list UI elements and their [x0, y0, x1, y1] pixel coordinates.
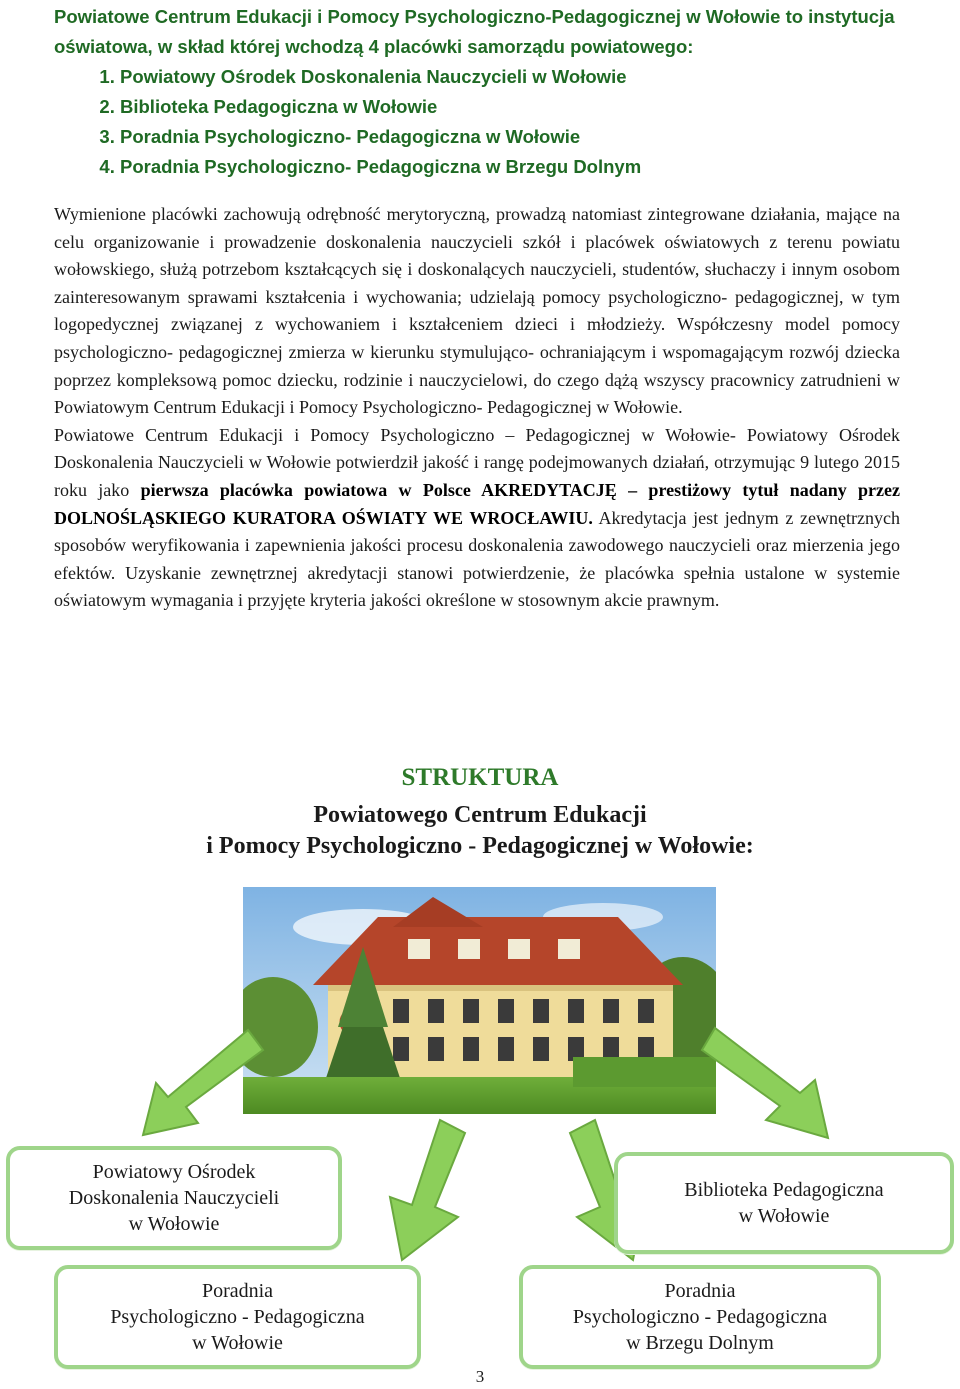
box-ppp-brzeg [519, 1265, 881, 1369]
building-photo [243, 887, 716, 1114]
paragraph-1: Wymienione placówki zachowują odrębność merytoryczną, prowadzą natomiast zintegrowane działania, mające na celu organizowanie i prowadzenie doskonalenia nauczycieli szkół i placówek oświatowych z terenu powiatu wołowskiego, służą potrzebom kształcących się i doskonalących nauczycieli, studentów, słuchaczy i innym osobom zainteresowanym sprawami kształcenia i wychowania; udzielają pomocy psychologiczno- pedagogicznej, w tym logopedycznej związanej z wychowaniem i kształceniem dzieci i młodzieży. Współczesny model pomocy psychologiczno- pedagogicznej zmierza w kierunku stymulująco- ochraniającym i wspomagającym rozwój dziecka poprzez kompleksową pomoc dziecku, rodzinie i nauczycielowi, do czego dążą wszyscy pracownicy zatrudnieni w Powiatowym Centrum Edukacji i Pomocy Psychologiczno- Pedagogicznej w Wołowie. [54, 204, 900, 418]
arrow-down-left-icon [370, 1115, 480, 1265]
structure-subtitle-line-2: i Pomocy Psychologiczno - Pedagogicznej w Wołowie: [206, 833, 754, 859]
box-ppp-brzeg-line-3: w Brzegu Dolnym [626, 1332, 774, 1354]
body-text [54, 201, 900, 615]
list-item: 4. Poradnia Psychologiczno- Pedagogiczna w Brzegu Dolnym [120, 152, 914, 182]
box-library-line-2: w Wołowie [738, 1205, 830, 1227]
arrow-left-icon [138, 1025, 268, 1140]
units-list [54, 62, 914, 182]
paragraph-2 [54, 422, 900, 615]
accreditation-highlight: pierwsza placówka powiatowa w Polsce AKREDYTACJĘ – prestiżowy tytuł nadany przez DOLNOŚLĄSKIEGO KURATORA OŚWIATY WE WROCŁAWIU. [54, 479, 901, 528]
box-podn-line-3: w Wołowie [128, 1213, 220, 1235]
paragraph-2-end: Akredytacja jest jednym z zewnętrznych sposobów weryfikowania i zapewnienia jakości procesu doskonalenia zawodowego nauczycieli oraz mierzenia jego efektów. Uzyskanie zewnętrznej akredytacji stanowi potwierdzenie, że placówka spełnia ustalone w systemie oświatowym wymagania i przyjęte kryteria jakości określone w stosownym akcie prawnym. [54, 507, 900, 611]
box-podn [6, 1146, 342, 1250]
box-library-line-1: Biblioteka Pedagogiczna [684, 1179, 884, 1201]
box-ppp-wolow-line-3: w Wołowie [192, 1332, 283, 1354]
intro-block [54, 2, 914, 182]
box-ppp-wolow [54, 1265, 421, 1369]
structure-title: STRUKTURA [401, 764, 559, 791]
arrow-right-icon [700, 1018, 840, 1148]
box-library [614, 1152, 954, 1254]
list-item: 3. Poradnia Psychologiczno- Pedagogiczna w Wołowie [120, 122, 914, 152]
box-ppp-brzeg-line-1: Poradnia [664, 1280, 736, 1302]
structure-subtitle-line-1: Powiatowego Centrum Edukacji [313, 802, 647, 828]
list-item: 2. Biblioteka Pedagogiczna w Wołowie [120, 92, 914, 122]
box-ppp-wolow-line-1: Poradnia [201, 1280, 274, 1302]
box-podn-line-1: Powiatowy Ośrodek [92, 1161, 256, 1183]
structure-subtitle [0, 800, 960, 862]
list-item: 1. Powiatowy Ośrodek Doskonalenia Nauczycieli w Wołowie [120, 62, 914, 92]
intro-lead: Powiatowe Centrum Edukacji i Pomocy Psychologiczno-Pedagogicznej w Wołowie to instytucja oświatowa, w skład której wchodzą 4 placówki samorządu powiatowego: [54, 6, 895, 57]
box-ppp-brzeg-line-2: Psychologiczno - Pedagogiczna [572, 1306, 828, 1328]
box-podn-line-2: Doskonalenia Nauczycieli [68, 1187, 280, 1209]
paragraph-2-start: Powiatowe Centrum Edukacji i Pomocy Psychologiczno – Pedagogicznej w Wołowie- Powiatowy Ośrodek Doskonalenia Nauczycieli w Wołowie potwierdził jakość i rangę podejmowanych działań, otrzymując 9 lutego 2015 roku jako [54, 424, 900, 500]
page-number: 3 [475, 1367, 485, 1386]
box-ppp-wolow-line-2: Psychologiczno - Pedagogiczna [110, 1306, 365, 1328]
